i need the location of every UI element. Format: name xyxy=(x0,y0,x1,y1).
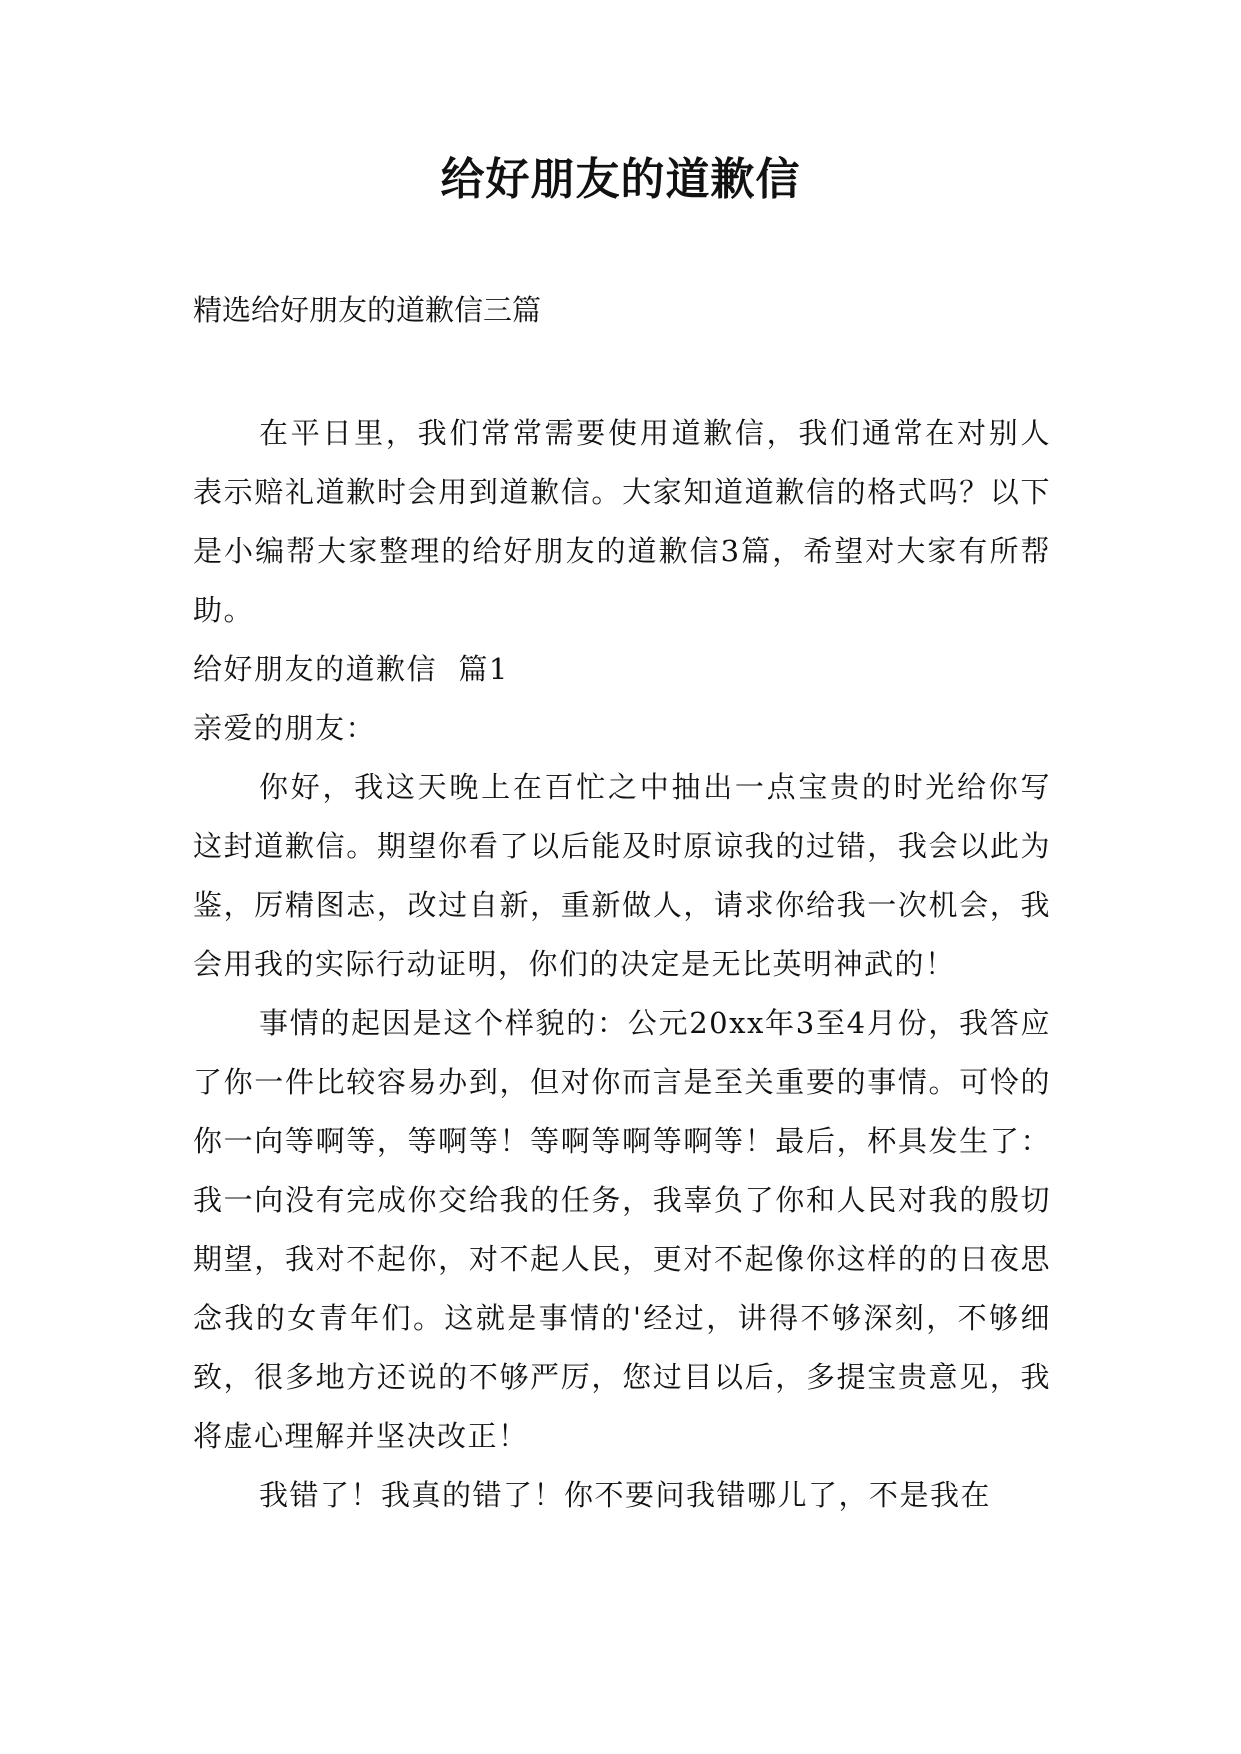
document-title: 给好朋友的道歉信 xyxy=(440,154,801,205)
letter-heading: 给好朋友的道歉信 篇1 xyxy=(193,652,509,686)
letter-salutation: 亲爱的朋友： xyxy=(193,711,377,745)
letter-paragraph: 事情的起因是这个样貌的：公元20xx年3至4月份，我答应了你一件比较容易办到，但对你而言是至关重要的事情。可怜的你一向等啊等，等啊等！等啊等啊等啊等！最后，杯具发生了：我一向没有完成你交给我的任务，我辜负了你和人民对我的殷切期望，我对不起你，对不起人民，更对不起像你这样的的日夜思念我的女青年们。这就是事情的'经过，讲得不够深刻，不够细致，很多地方还说的不够严厉，您过目以后，多提宝贵意见，我将虚心理解并坚决改正！ xyxy=(193,1006,1051,1453)
document-body xyxy=(193,404,1051,1525)
intro-paragraph: 在平日里，我们常常需要使用道歉信，我们通常在对别人表示赔礼道歉时会用到道歉信。大家知道道歉信的格式吗？以下是小编帮大家整理的给好朋友的道歉信3篇，希望对大家有所帮助。 xyxy=(193,416,1051,627)
letter-paragraph: 你好，我这天晚上在百忙之中抽出一点宝贵的时光给你写这封道歉信。期望你看了以后能及时原谅我的过错，我会以此为鉴，厉精图志，改过自新，重新做人，请求你给我一次机会，我会用我的实际行动证明，你们的决定是无比英明神武的！ xyxy=(193,770,1051,981)
document-subtitle: 精选给好朋友的道歉信三篇 xyxy=(193,293,542,327)
letter-paragraph: 我错了！我真的错了！你不要问我错哪儿了，不是我在 xyxy=(259,1478,992,1512)
